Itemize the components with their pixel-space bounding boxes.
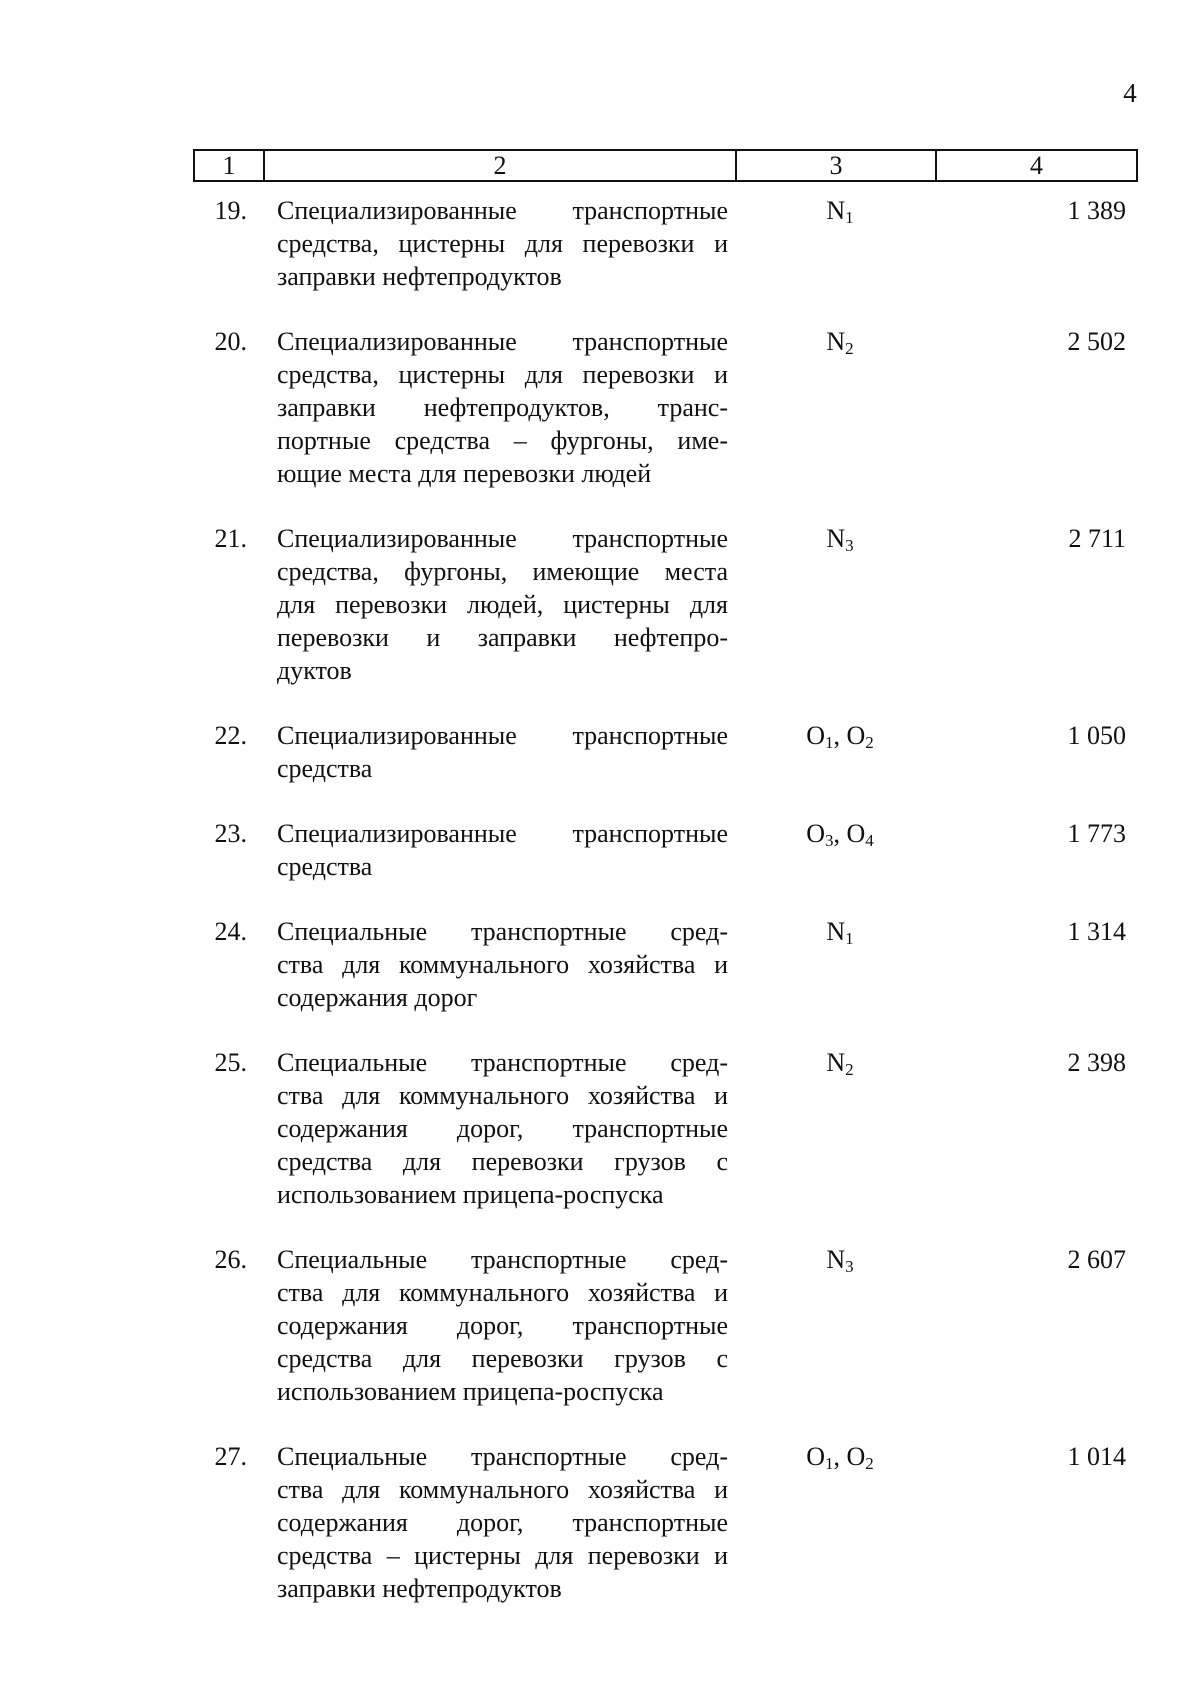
vehicle-category [760,915,920,948]
description-line: дуктов [277,656,352,685]
column-header-3: 3 [736,150,936,181]
row-value: 2 502 [1067,327,1126,356]
table-row [0,1046,1200,1211]
row-value: 1 014 [1067,1442,1126,1471]
description-line: Специализированные транспортные [277,721,728,750]
category-subscript: 3 [845,1257,854,1276]
category-letter: N [826,196,846,225]
row-number: 21. [214,524,247,553]
column-header-table [193,149,1138,182]
row-number: 25. [214,1048,247,1077]
category-letter: O [846,721,866,750]
table-row [0,1440,1200,1605]
description-line: средства для перевозки грузов с [277,1147,728,1176]
description-line: средства, цистерны для перевозки и [277,360,728,389]
vehicle-category [760,194,920,227]
description-line: Специальные транспортные сред- [277,1245,728,1274]
category-subscript: 2 [865,733,874,752]
row-value: 1 050 [1067,721,1126,750]
category-letter: N [826,327,846,356]
vehicle-category [760,1046,920,1079]
table-row [0,194,1200,293]
row-value: 1 389 [1067,196,1126,225]
description-line: использованием прицепа-роспуска [277,1180,664,1209]
column-header-row [194,150,1137,181]
table-row [0,817,1200,883]
table-row [0,719,1200,785]
category-letter: N [826,1048,846,1077]
category-letter: N [826,917,846,946]
category-subscript: 1 [845,929,854,948]
description-line: использованием прицепа-роспуска [277,1377,664,1406]
row-value: 1 773 [1067,819,1126,848]
row-value: 2 398 [1067,1048,1126,1077]
description-line: содержания дорог [277,983,478,1012]
vehicle-description [277,915,728,1014]
row-number: 23. [214,819,247,848]
vehicle-category [760,522,920,555]
row-number: 24. [214,917,247,946]
description-line: Специализированные транспортные [277,196,728,225]
vehicle-description [277,1440,728,1605]
description-line: Специальные транспортные сред- [277,917,728,946]
category-subscript: 2 [845,1060,854,1079]
vehicle-description [277,1243,728,1408]
description-line: ства для коммунального хозяйства и [277,1278,728,1307]
description-line: средства [277,754,373,783]
vehicle-category: $O_1$, $O_2$ [806,1442,874,1473]
table-row [0,1243,1200,1408]
vehicle-category [760,1243,920,1276]
row-value: 1 314 [1067,917,1126,946]
category-letter: O [806,819,825,848]
vehicle-description [277,1046,728,1211]
vehicle-category: $O_3$, $O_4$ [806,819,874,850]
description-line: средства [277,852,373,881]
category-letter: O [806,1442,825,1471]
description-line: Специализированные транспортные [277,327,728,356]
category-letter: N [826,1245,846,1274]
row-number: 19. [214,196,247,225]
category-letter: O [846,819,866,848]
description-line: средства, цистерны для перевозки и [277,229,728,258]
category-letter: N [826,524,846,553]
vehicle-description [277,522,728,687]
description-line: Специализированные транспортные [277,524,728,553]
row-number: 20. [214,327,247,356]
description-line: портные средства – фургоны, име- [277,426,728,455]
category-letter: O [846,1442,866,1471]
table-row [0,915,1200,1014]
vehicle-description [277,325,728,490]
table-row [0,522,1200,687]
row-value: 2 711 [1068,524,1126,553]
description-line: Специальные транспортные сред- [277,1048,728,1077]
row-number: 22. [214,721,247,750]
category-subscript: 4 [865,831,874,850]
column-header-2: 2 [264,150,736,181]
column-header-1: 1 [194,150,264,181]
table-row [0,325,1200,490]
description-line: содержания дорог, транспортные [277,1114,728,1143]
description-line: ства для коммунального хозяйства и [277,1475,728,1504]
vehicle-description [277,719,728,785]
description-line: средства, фургоны, имеющие места [277,557,728,586]
category-subscript: 2 [845,339,854,358]
description-line: содержания дорог, транспортные [277,1311,728,1340]
page-number: 4 [1123,78,1137,108]
category-subscript: 1 [825,1454,834,1473]
table-body [0,194,1200,1637]
vehicle-category [760,325,920,358]
description-line: содержания дорог, транспортные [277,1508,728,1537]
row-number: 26. [214,1245,247,1274]
vehicle-category: $O_1$, $O_2$ [806,721,874,752]
description-line: средства для перевозки грузов с [277,1344,728,1373]
description-line: ства для коммунального хозяйства и [277,950,728,979]
row-number: 27. [214,1442,247,1471]
vehicle-description [277,817,728,883]
category-subscript: 2 [865,1454,874,1473]
vehicle-description [277,194,728,293]
description-line: ющие места для перевозки людей [277,459,652,488]
category-subscript: 3 [825,831,834,850]
category-subscript: 1 [845,208,854,227]
description-line: Специальные транспортные сред- [277,1442,728,1471]
description-line: заправки нефтепродуктов [277,1574,562,1603]
description-line: заправки нефтепродуктов, транс- [277,393,728,422]
row-value: 2 607 [1067,1245,1126,1274]
description-line: перевозки и заправки нефтепро- [277,623,728,652]
category-letter: O [806,721,825,750]
column-header-4: 4 [936,150,1137,181]
description-line: для перевозки людей, цистерны для [277,590,728,619]
category-subscript: 3 [845,536,854,555]
description-line: средства – цистерны для перевозки и [277,1541,728,1570]
description-line: заправки нефтепродуктов [277,262,562,291]
category-subscript: 1 [825,733,834,752]
description-line: Специализированные транспортные [277,819,728,848]
description-line: ства для коммунального хозяйства и [277,1081,728,1110]
